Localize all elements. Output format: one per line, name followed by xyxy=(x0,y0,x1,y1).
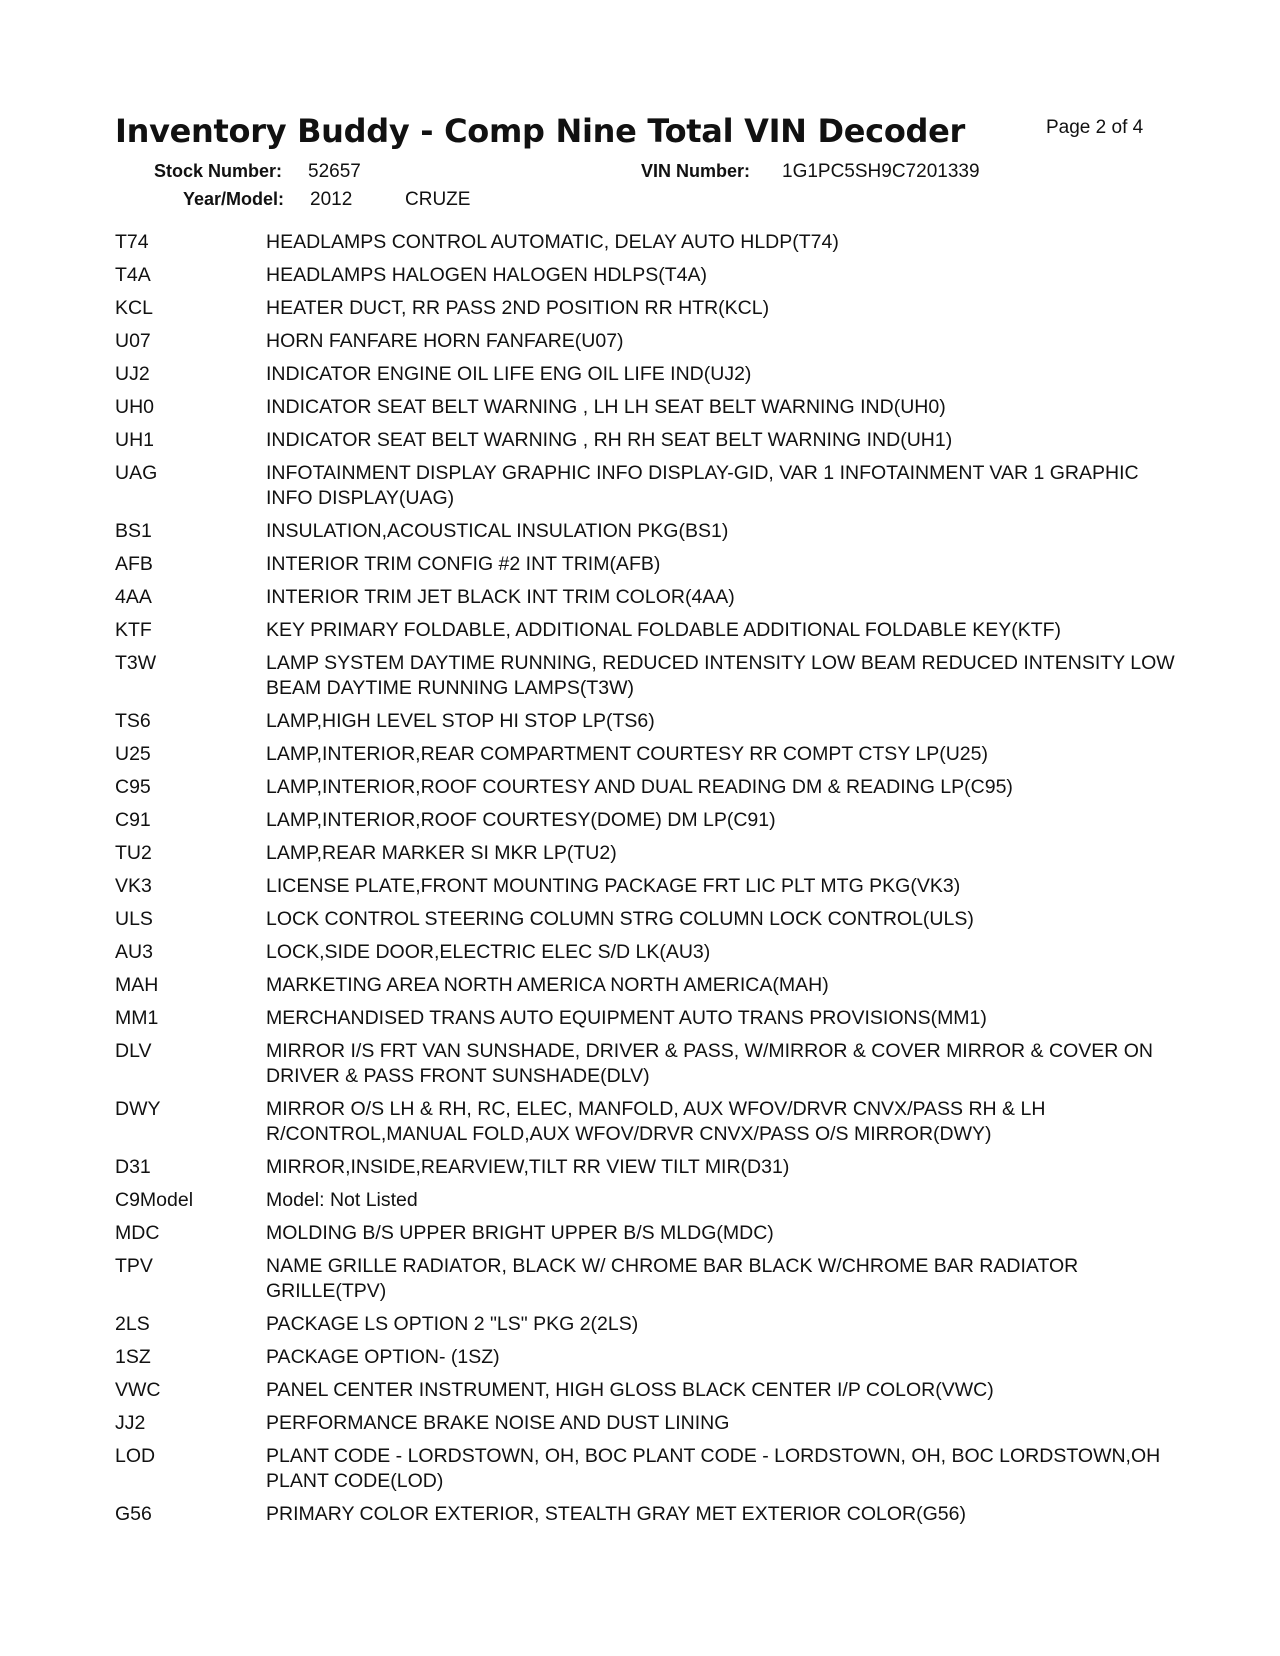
option-code: U07 xyxy=(115,330,151,352)
stock-number-label: Stock Number: xyxy=(154,161,283,181)
document-title: Inventory Buddy - Comp Nine Total VIN Decoder xyxy=(115,112,966,150)
option-row xyxy=(115,1502,1175,1535)
option-row xyxy=(115,296,1175,329)
option-code: 4AA xyxy=(115,586,152,608)
option-code: 1SZ xyxy=(115,1346,151,1368)
option-description: NAME GRILLE RADIATOR, BLACK W/ CHROME BAR BLACK W/CHROME BAR RADIATOR GRILLE(TPV) xyxy=(266,1255,1079,1302)
option-row xyxy=(115,1155,1175,1188)
option-code: KTF xyxy=(115,619,152,641)
option-description: Model: Not Listed xyxy=(266,1189,418,1211)
option-row xyxy=(115,1006,1175,1039)
option-row xyxy=(115,775,1175,808)
option-row xyxy=(115,618,1175,651)
option-row xyxy=(115,230,1175,263)
option-code: TPV xyxy=(115,1255,153,1277)
option-row xyxy=(115,874,1175,907)
option-row xyxy=(115,461,1175,519)
option-description: INFOTAINMENT DISPLAY GRAPHIC INFO DISPLAY-GID, VAR 1 INFOTAINMENT VAR 1 GRAPHIC INFO DISPLAY(UAG) xyxy=(266,462,1139,509)
option-code: ULS xyxy=(115,908,153,930)
option-code: MM1 xyxy=(115,1007,159,1029)
option-description: PRIMARY COLOR EXTERIOR, STEALTH GRAY MET EXTERIOR COLOR(G56) xyxy=(266,1503,966,1525)
option-code: UJ2 xyxy=(115,363,150,385)
option-code: VWC xyxy=(115,1379,161,1401)
option-code: LOD xyxy=(115,1445,156,1467)
option-description: LAMP,INTERIOR,ROOF COURTESY(DOME) DM LP(C91) xyxy=(266,809,776,831)
option-row xyxy=(115,362,1175,395)
option-row xyxy=(115,973,1175,1006)
option-code: DLV xyxy=(115,1040,152,1062)
option-row xyxy=(115,552,1175,585)
option-description: PANEL CENTER INSTRUMENT, HIGH GLOSS BLACK CENTER I/P COLOR(VWC) xyxy=(266,1379,994,1401)
year-model-label: Year/Model: xyxy=(183,189,285,209)
option-code: G56 xyxy=(115,1503,152,1525)
option-description: MOLDING B/S UPPER BRIGHT UPPER B/S MLDG(MDC) xyxy=(266,1222,774,1244)
model-value: CRUZE xyxy=(405,189,471,210)
option-code: UH1 xyxy=(115,429,155,451)
option-row xyxy=(115,1444,1175,1502)
option-description: INSULATION,ACOUSTICAL INSULATION PKG(BS1) xyxy=(266,520,729,542)
option-row xyxy=(115,709,1175,742)
option-description: LAMP,INTERIOR,ROOF COURTESY AND DUAL READING DM & READING LP(C95) xyxy=(266,776,1013,798)
option-row xyxy=(115,1097,1175,1155)
option-description: LAMP,INTERIOR,REAR COMPARTMENT COURTESY RR COMPT CTSY LP(U25) xyxy=(266,743,988,765)
option-description: LOCK,SIDE DOOR,ELECTRIC ELEC S/D LK(AU3) xyxy=(266,941,711,963)
page-number: Page 2 of 4 xyxy=(1046,117,1144,138)
stock-number-value: 52657 xyxy=(308,161,361,182)
option-row xyxy=(115,519,1175,552)
option-description: HEADLAMPS CONTROL AUTOMATIC, DELAY AUTO HLDP(T74) xyxy=(266,231,839,253)
option-code: DWY xyxy=(115,1098,161,1120)
option-code: UAG xyxy=(115,462,158,484)
option-code: KCL xyxy=(115,297,153,319)
option-description: PLANT CODE - LORDSTOWN, OH, BOC PLANT CODE - LORDSTOWN, OH, BOC LORDSTOWN,OH PLANT CODE(LOD) xyxy=(266,1445,1161,1492)
option-row xyxy=(115,841,1175,874)
option-row xyxy=(115,1345,1175,1378)
option-description: MIRROR O/S LH & RH, RC, ELEC, MANFOLD, AUX WFOV/DRVR CNVX/PASS RH & LH R/CONTROL,MANUAL FOLD,AUX WFOV/DRVR CNVX/PASS O/S MIRROR(DWY) xyxy=(266,1098,1046,1145)
option-code: 2LS xyxy=(115,1313,150,1335)
option-row xyxy=(115,1188,1175,1221)
option-row xyxy=(115,1039,1175,1097)
option-row xyxy=(115,1221,1175,1254)
option-code: BS1 xyxy=(115,520,152,542)
option-code: C95 xyxy=(115,776,151,798)
option-code-list xyxy=(115,230,1175,1535)
vin-number-value: 1G1PC5SH9C7201339 xyxy=(782,161,980,182)
option-description: INDICATOR ENGINE OIL LIFE ENG OIL LIFE IND(UJ2) xyxy=(266,363,752,385)
option-row xyxy=(115,1312,1175,1345)
option-code: AFB xyxy=(115,553,153,575)
option-code: C9Model xyxy=(115,1189,194,1211)
option-description: PACKAGE LS OPTION 2 "LS" PKG 2(2LS) xyxy=(266,1313,639,1335)
option-row xyxy=(115,263,1175,296)
option-row xyxy=(115,742,1175,775)
option-description: PACKAGE OPTION- (1SZ) xyxy=(266,1346,500,1368)
option-row xyxy=(115,1378,1175,1411)
option-row xyxy=(115,329,1175,362)
option-code: T4A xyxy=(115,264,151,286)
option-row xyxy=(115,428,1175,461)
option-code: C91 xyxy=(115,809,151,831)
option-row xyxy=(115,1254,1175,1312)
option-description: HEADLAMPS HALOGEN HALOGEN HDLPS(T4A) xyxy=(266,264,708,286)
option-description: INTERIOR TRIM CONFIG #2 INT TRIM(AFB) xyxy=(266,553,661,575)
option-description: LAMP SYSTEM DAYTIME RUNNING, REDUCED INTENSITY LOW BEAM REDUCED INTENSITY LOW BEAM DAYTIME RUNNING LAMPS(T3W) xyxy=(266,652,1175,699)
option-code: MAH xyxy=(115,974,159,996)
option-row xyxy=(115,808,1175,841)
option-description: LAMP,REAR MARKER SI MKR LP(TU2) xyxy=(266,842,617,864)
option-code: MDC xyxy=(115,1222,160,1244)
option-row xyxy=(115,1411,1175,1444)
year-value: 2012 xyxy=(310,189,353,210)
option-code: VK3 xyxy=(115,875,152,897)
option-description: HORN FANFARE HORN FANFARE(U07) xyxy=(266,330,624,352)
option-code: UH0 xyxy=(115,396,155,418)
option-description: LAMP,HIGH LEVEL STOP HI STOP LP(TS6) xyxy=(266,710,655,732)
option-code: D31 xyxy=(115,1156,151,1178)
vin-number-label: VIN Number: xyxy=(641,161,751,181)
option-description: INDICATOR SEAT BELT WARNING , LH LH SEAT BELT WARNING IND(UH0) xyxy=(266,396,946,418)
option-description: LICENSE PLATE,FRONT MOUNTING PACKAGE FRT LIC PLT MTG PKG(VK3) xyxy=(266,875,961,897)
option-code: AU3 xyxy=(115,941,153,963)
option-description: MIRROR I/S FRT VAN SUNSHADE, DRIVER & PASS, W/MIRROR & COVER MIRROR & COVER ON DRIVER & PASS FRONT SUNSHADE(DLV) xyxy=(266,1040,1153,1087)
option-row xyxy=(115,585,1175,618)
option-code: TU2 xyxy=(115,842,152,864)
option-description: KEY PRIMARY FOLDABLE, ADDITIONAL FOLDABLE ADDITIONAL FOLDABLE KEY(KTF) xyxy=(266,619,1062,641)
option-code: U25 xyxy=(115,743,151,765)
option-row xyxy=(115,940,1175,973)
option-description: MARKETING AREA NORTH AMERICA NORTH AMERICA(MAH) xyxy=(266,974,829,996)
option-description: LOCK CONTROL STEERING COLUMN STRG COLUMN LOCK CONTROL(ULS) xyxy=(266,908,974,930)
option-code: T74 xyxy=(115,231,149,253)
option-row xyxy=(115,395,1175,428)
option-description: INTERIOR TRIM JET BLACK INT TRIM COLOR(4AA) xyxy=(266,586,735,608)
option-code: JJ2 xyxy=(115,1412,146,1434)
option-code: T3W xyxy=(115,652,157,674)
option-code: TS6 xyxy=(115,710,151,732)
option-row xyxy=(115,907,1175,940)
option-description: MIRROR,INSIDE,REARVIEW,TILT RR VIEW TILT MIR(D31) xyxy=(266,1156,790,1178)
option-row xyxy=(115,651,1175,709)
option-description: INDICATOR SEAT BELT WARNING , RH RH SEAT BELT WARNING IND(UH1) xyxy=(266,429,953,451)
option-description: MERCHANDISED TRANS AUTO EQUIPMENT AUTO TRANS PROVISIONS(MM1) xyxy=(266,1007,987,1029)
option-description: HEATER DUCT, RR PASS 2ND POSITION RR HTR(KCL) xyxy=(266,297,770,319)
option-description: PERFORMANCE BRAKE NOISE AND DUST LINING xyxy=(266,1412,730,1434)
